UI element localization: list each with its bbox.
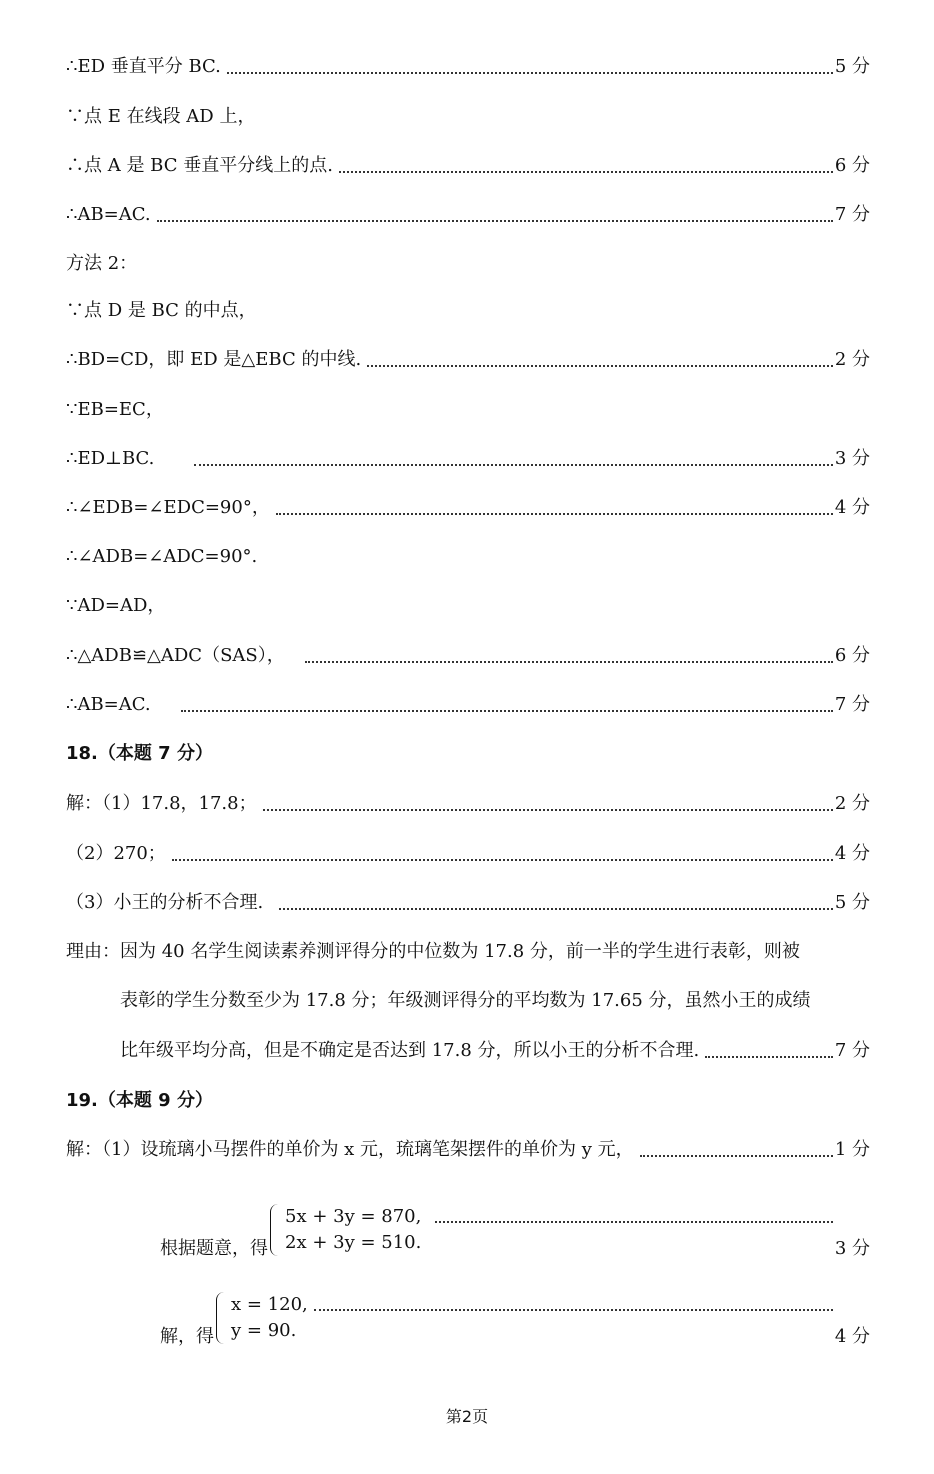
answer-line: 解：（1）17.8，17.8； 2 分 [66,793,870,814]
reason-line: 理由：因为 40 名学生阅读素养测评得分的中位数为 17.8 分，前一半的学生进行表彰，则被 [66,941,800,962]
method-heading: 方法 2： [66,253,138,274]
proof-line: ∵EB=EC， [66,399,164,420]
page-number: 第2页 [445,1407,489,1426]
answer-line: （3）小王的分析不合理. 5 分 [66,892,870,913]
answer-line: （2）270； 4 分 [66,843,870,864]
proof-line: ∵点 E 在线段 AD 上， [66,106,256,127]
equation-system-2: 解，得 x = 120, y = 90. 4 分 [160,1294,870,1347]
proof-line: ∴ED⊥BC. 3 分 [66,448,870,469]
proof-line: ∴AB=AC. 7 分 [66,204,870,225]
equation-system-1: 根据题意，得 5x + 3y = 870, 2x + 3y = 510. 3 分 [160,1206,870,1259]
equation: 2x + 3y = 510. [285,1232,422,1253]
proof-line: ∴点 A 是 BC 垂直平分线上的点. 6 分 [66,155,870,176]
proof-line: ∴AB=AC. 7 分 [66,694,870,715]
proof-line: ∵点 D 是 BC 的中点， [66,300,257,321]
proof-line: ∴∠ADB=∠ADC=90°. [66,546,258,567]
proof-line: ∴ED 垂直平分 BC. 5 分 [66,56,870,77]
proof-line: ∴△ADB≌△ADC（SAS）， 6 分 [66,645,870,666]
proof-line: ∵AD=AD， [66,595,166,616]
proof-line: ∴BD=CD，即 ED 是△EBC 的中线. 2 分 [66,349,870,370]
reason-line: 比年级平均分高，但是不确定是否达到 17.8 分，所以小王的分析不合理. 7 分 [120,1040,870,1061]
question-heading-18: 18.（本题 7 分） [66,743,213,764]
answer-line: 解：（1）设琉璃小马摆件的单价为 x 元，琉璃笔架摆件的单价为 y 元， 1 分 [66,1139,870,1160]
question-heading-19: 19.（本题 9 分） [66,1090,213,1111]
proof-line: ∴∠EDB=∠EDC=90°， 4 分 [66,497,870,518]
equation: 5x + 3y = 870, [285,1206,422,1227]
equation: y = 90. [231,1320,297,1341]
equation: x = 120, [231,1294,308,1315]
reason-line: 表彰的学生分数至少为 17.8 分；年级测评得分的平均数为 17.65 分，虽然小王的成绩 [120,990,811,1011]
